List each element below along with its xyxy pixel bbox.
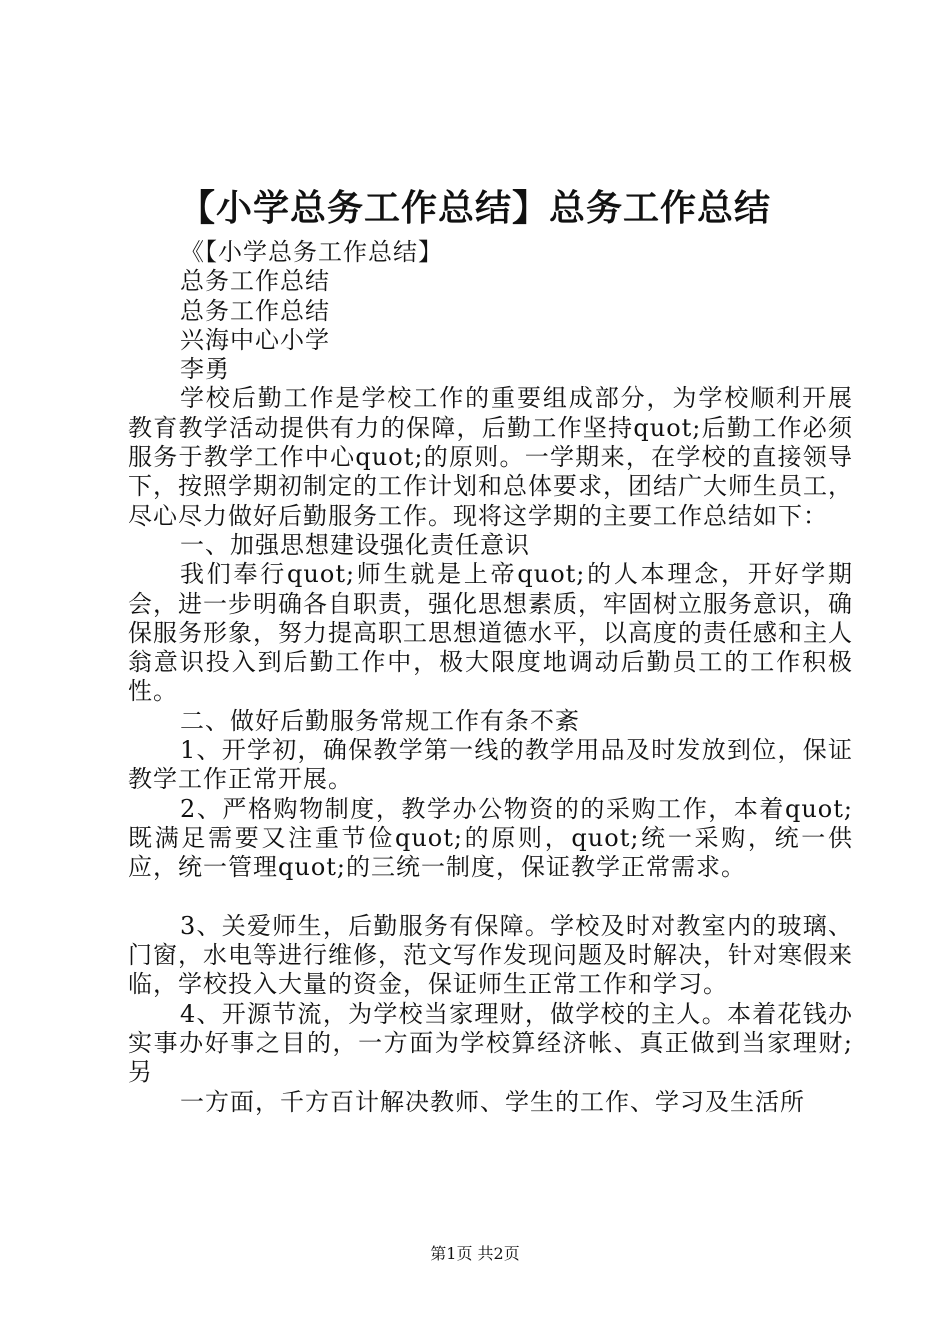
header-line: 总务工作总结 <box>180 296 330 325</box>
section-heading: 二、做好后勤服务常规工作有条不紊 <box>180 706 580 735</box>
author-name: 李勇 <box>180 355 230 384</box>
header-line: 总务工作总结 <box>180 267 330 296</box>
blank-line <box>128 883 853 912</box>
list-item: 4、开源节流，为学校当家理财，做学校的主人。本着花钱办实事办好事之目的，一方面为学校算经济帐、真正做到当家理财;另 <box>128 999 853 1087</box>
page-number: 第1页 共2页 <box>430 1244 520 1263</box>
header-line: 《【小学总务工作总结】 <box>180 238 443 266</box>
list-item: 2、严格购物制度，教学办公物资的的采购工作，本着quot;既满足需要又注重节俭quot;的原则，quot;统一采购，统一供应，统一管理quot;的三统一制度，保证教学正常需求。 <box>128 794 853 882</box>
school-name: 兴海中心小学 <box>180 325 330 354</box>
list-item: 1、开学初，确保教学第一线的教学用品及时发放到位，保证教学工作正常开展。 <box>128 736 853 794</box>
list-item: 3、关爱师生，后勤服务有保障。学校及时对教室内的玻璃、门窗，水电等进行维修，范文写作发现问题及时解决，针对寒假来临，学校投入大量的资金，保证师生正常工作和学习。 <box>128 911 853 999</box>
paragraph-intro: 学校后勤工作是学校工作的重要组成部分，为学校顺利开展教育教学活动提供有力的保障，后勤工作坚持quot;后勤工作必须服务于教学工作中心quot;的原则。一学期来，在学校的直接领导下，按照学期初制定的工作计划和总体要求，团结广大师生员工，尽心尽力做好后勤服务工作。现将这学期的主要工作总结如下： <box>128 384 853 530</box>
paragraph-philosophy: 我们奉行quot;师生就是上帝quot;的人本理念，开好学期会，进一步明确各自职责，强化思想素质，牢固树立服务意识，确保服务形象，努力提高职工思想道德水平，以高度的责任感和主人翁意识投入到后勤工作中，极大限度地调动后勤员工的工作积极性。 <box>128 560 853 706</box>
section-heading: 一、加强思想建设强化责任意识 <box>180 530 530 559</box>
document-title: 【小学总务工作总结】总务工作总结 <box>178 187 771 229</box>
paragraph-continued: 一方面，千方百计解决教师、学生的工作、学习及生活所 <box>180 1087 805 1116</box>
document-body <box>128 238 853 1117</box>
